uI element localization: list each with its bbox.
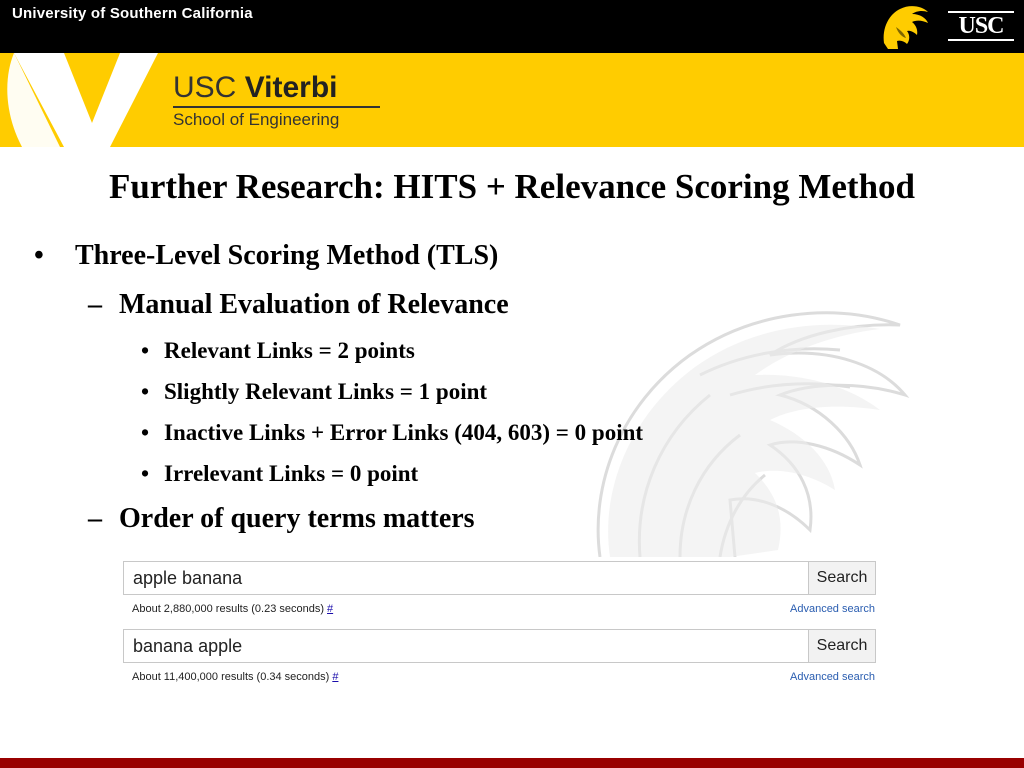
bullet-level3-item [141, 338, 415, 364]
search-input[interactable]: apple banana [133, 568, 243, 588]
advanced-search-link[interactable]: Advanced search [790, 603, 875, 615]
viterbi-banner [0, 53, 1024, 147]
bullet-marker: – [88, 503, 102, 534]
bullet-marker: • [141, 420, 150, 445]
viterbi-school-text: School of Engineering [173, 110, 340, 129]
bullet-text: Irrelevant Links = 0 point [164, 461, 419, 486]
results-stats [132, 603, 333, 615]
search-button[interactable]: Search [808, 630, 875, 662]
search-input[interactable]: banana apple [133, 636, 243, 656]
usc-logo [948, 11, 1014, 41]
trojan-head-icon [876, 3, 932, 51]
bullet-text: Relevant Links = 2 points [164, 338, 415, 363]
results-count-text: About 11,400,000 results (0.34 seconds) [132, 671, 330, 683]
advanced-search-link[interactable]: Advanced search [790, 671, 875, 683]
bullet-text: Three-Level Scoring Method (TLS) [75, 240, 499, 271]
bullet-level2-item [88, 289, 509, 321]
bullet-level3-item [141, 420, 643, 446]
university-name: University of Southern California [12, 5, 253, 22]
bullet-text: Inactive Links + Error Links (404, 603) = 0 point [164, 420, 644, 445]
viterbi-divider [173, 106, 380, 108]
hash-link[interactable]: # [327, 603, 334, 615]
bullet-text: Manual Evaluation of Relevance [119, 289, 509, 320]
bullet-marker: • [141, 338, 150, 363]
search-box-example-1 [123, 561, 876, 595]
top-header-bar [0, 0, 1024, 53]
bullet-level3-item [141, 461, 418, 487]
results-stats [132, 671, 338, 683]
usc-logo-text: USC [958, 13, 1004, 39]
results-count-text: About 2,880,000 results (0.23 seconds) [132, 603, 325, 615]
viterbi-usc-text: USC [173, 71, 237, 104]
bullet-level3-item [141, 379, 487, 405]
bottom-accent-bar [0, 758, 1024, 768]
slide-title: Further Research: HITS + Relevance Scoring Method [108, 167, 916, 206]
search-box-example-2 [123, 629, 876, 663]
hash-link[interactable]: # [332, 671, 339, 683]
bullet-marker: • [141, 379, 150, 404]
viterbi-v-icon [0, 53, 170, 147]
bullet-marker: – [88, 289, 102, 320]
viterbi-name-text: Viterbi [244, 71, 338, 104]
search-button[interactable]: Search [808, 562, 875, 594]
bullet-level1-item [34, 240, 498, 272]
bullet-text: Slightly Relevant Links = 1 point [164, 379, 488, 404]
bullet-marker: • [34, 240, 44, 271]
bullet-marker: • [141, 461, 150, 486]
bullet-text: Order of query terms matters [119, 503, 475, 534]
bullet-level2-item [88, 503, 475, 535]
viterbi-wordmark [173, 73, 380, 130]
